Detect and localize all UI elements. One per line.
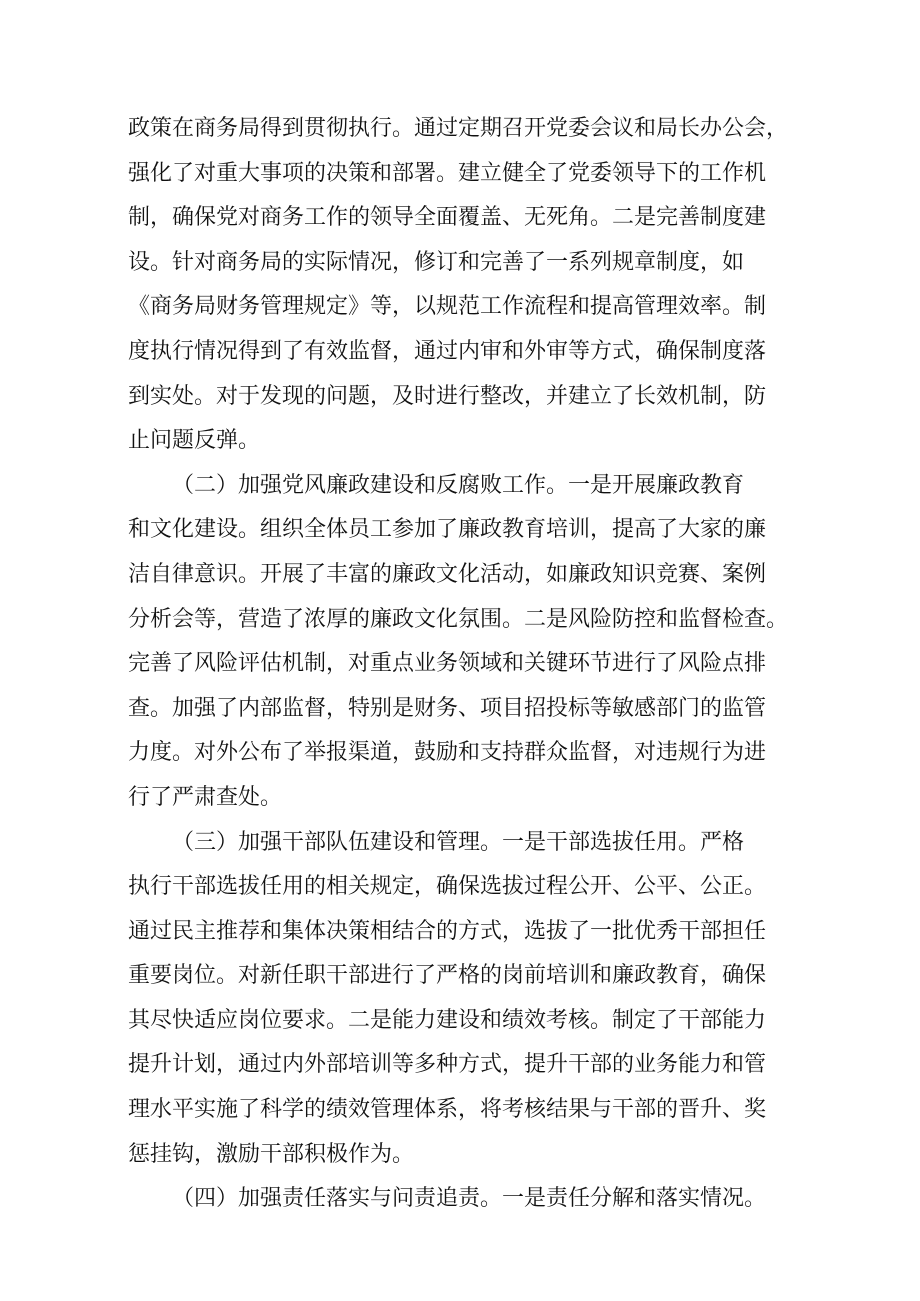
- text-line: 止问题反弹。: [128, 428, 261, 454]
- text-line: 理水平实施了科学的绩效管理体系，将考核结果与干部的晋升、奖: [128, 1097, 767, 1123]
- text-line: 到实处。对于发现的问题，及时进行整改，并建立了长效机制，防: [128, 383, 767, 409]
- text-line: 行了严肃查处。: [128, 784, 283, 810]
- section-heading-4: （四）加强责任落实与问责追责。一是责任分解和落实情况。: [172, 1186, 767, 1212]
- text-line: 查。加强了内部监督，特别是财务、项目招投标等敏感部门的监管: [128, 695, 767, 721]
- text-line: 其尽快适应岗位要求。二是能力建设和绩效考核。制定了干部能力: [128, 1007, 767, 1033]
- text-line: 力度。对外公布了举报渠道，鼓励和支持群众监督，对违规行为进: [128, 740, 767, 766]
- text-line: 惩挂钩，激励干部积极作为。: [128, 1141, 415, 1167]
- text-line: 执行干部选拔任用的相关规定，确保选拔过程公开、公平、公正。: [128, 874, 767, 900]
- text-line: 分析会等，营造了浓厚的廉政文化氛围。二是风险防控和监督检查。: [128, 606, 789, 632]
- text-line: 政策在商务局得到贯彻执行。通过定期召开党委会议和局长办公会，: [128, 116, 789, 141]
- text-line: 制，确保党对商务工作的领导全面覆盖、无死角。二是完善制度建: [128, 205, 767, 231]
- text-line: 通过民主推荐和集体决策相结合的方式，选拔了一批优秀干部担任: [128, 918, 767, 944]
- text-line: 重要岗位。对新任职干部进行了严格的岗前培训和廉政教育，确保: [128, 963, 767, 989]
- text-line: 和文化建设。组织全体员工参加了廉政教育培训，提高了大家的廉: [128, 517, 767, 543]
- section-heading-3: （三）加强干部队伍建设和管理。一是干部选拔任用。严格: [172, 829, 745, 855]
- text-line: 《商务局财务管理规定》等，以规范工作流程和提高管理效率。制: [128, 294, 767, 320]
- text-line: 设。针对商务局的实际情况，修订和完善了一系列规章制度，如: [128, 249, 745, 275]
- body-text: [128, 107, 828, 1222]
- section-heading-2: （二）加强党风廉政建设和反腐败工作。一是开展廉政教育: [172, 472, 745, 498]
- text-line: 提升计划，通过内外部培训等多种方式，提升干部的业务能力和管: [128, 1052, 767, 1078]
- text-line: 洁自律意识。开展了丰富的廉政文化活动，如廉政知识竞赛、案例: [128, 561, 767, 587]
- text-line: 度执行情况得到了有效监督，通过内审和外审等方式，确保制度落: [128, 338, 767, 364]
- text-line: 强化了对重大事项的决策和部署。建立健全了党委领导下的工作机: [128, 160, 767, 186]
- text-line: 完善了风险评估机制，对重点业务领域和关键环节进行了风险点排: [128, 651, 767, 677]
